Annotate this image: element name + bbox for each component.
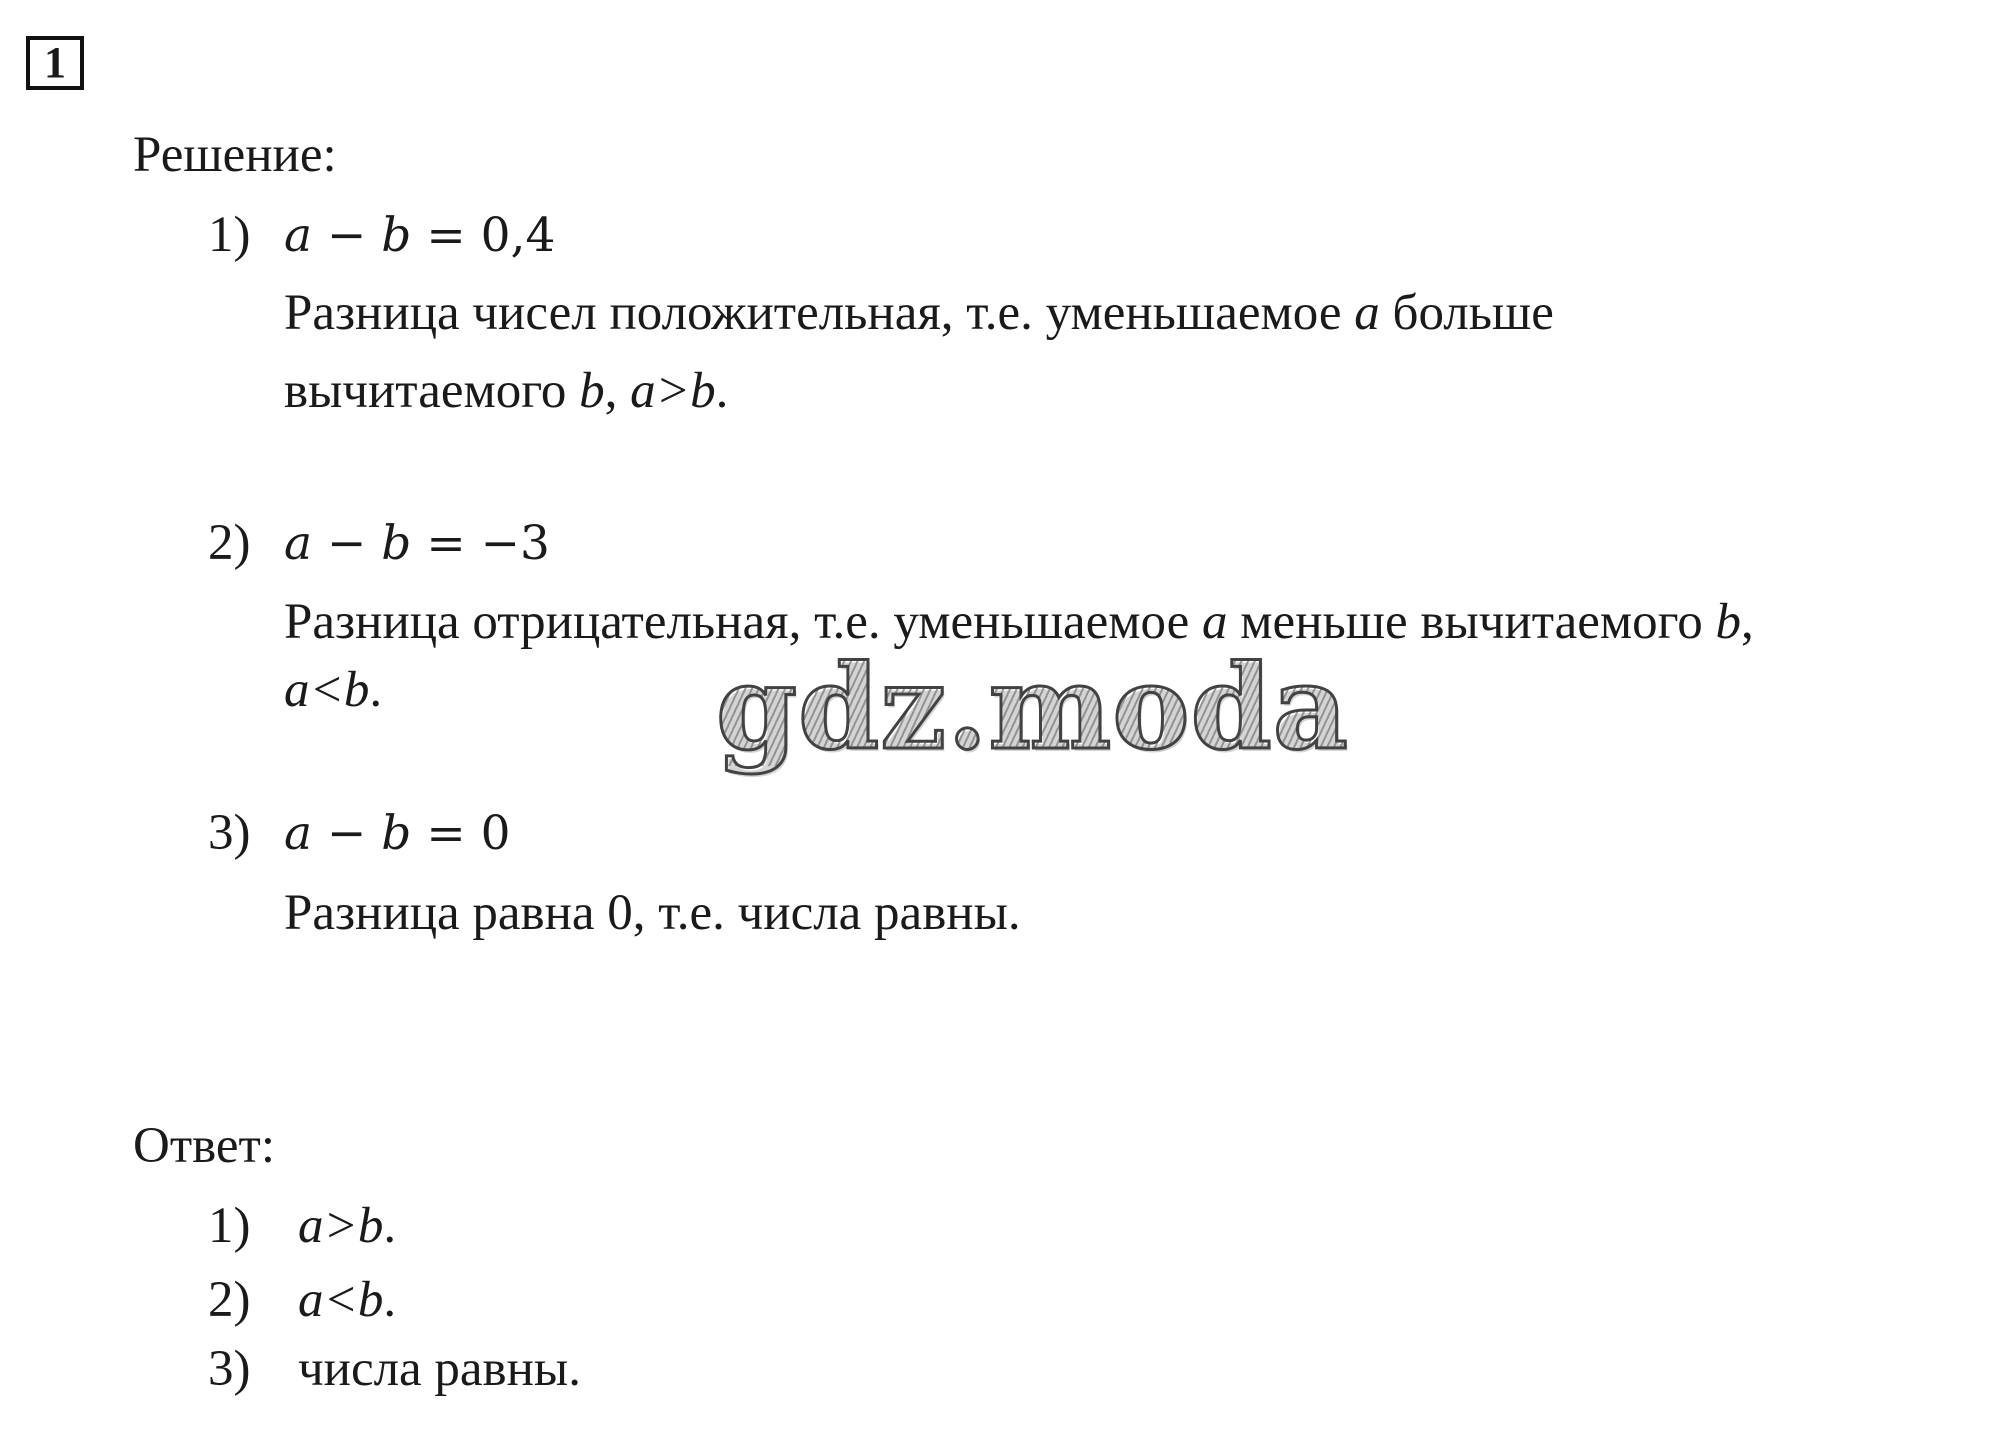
item-number: 3): [208, 805, 251, 861]
answer-item-1: 1) a>b.: [208, 1198, 397, 1254]
solution-item-2-text-line-2: a<b.: [284, 662, 383, 718]
answer-item-2: 2) a<b.: [208, 1272, 397, 1328]
equation: a − b = −3: [284, 516, 550, 571]
task-number: 1: [44, 38, 66, 87]
answer-item-3: 3) числа равны.: [208, 1341, 581, 1397]
solution-item-2-equation-line: [208, 515, 550, 571]
solution-item-1-equation-line: [208, 207, 556, 263]
solution-item-2-text-line-1: Разница отрицательная, т.е. уменьшаемое a меньше вычитаемого b,: [284, 594, 1754, 650]
equation: a − b = 0,4: [284, 208, 556, 263]
item-number: 1): [208, 207, 251, 263]
item-number: 2): [208, 1272, 251, 1328]
solution-item-1-text-line-2: вычитаемого b, a>b.: [284, 363, 729, 419]
equation: a − b = 0: [284, 806, 511, 861]
item-number: 3): [208, 1341, 251, 1397]
task-number-box: [26, 36, 84, 90]
item-number: 2): [208, 515, 251, 571]
solution-item-3-text-line-1: Разница равна 0, т.е. числа равны.: [284, 885, 1021, 941]
solution-heading: Решение:: [133, 127, 337, 183]
answer-heading: Ответ:: [133, 1118, 275, 1174]
solution-item-3-equation-line: [208, 805, 511, 861]
solution-item-1-text-line-1: Разница чисел положительная, т.е. уменьшаемое a больше: [284, 285, 1554, 341]
item-number: 1): [208, 1198, 251, 1254]
watermark: gdz.moda: [716, 640, 1349, 776]
